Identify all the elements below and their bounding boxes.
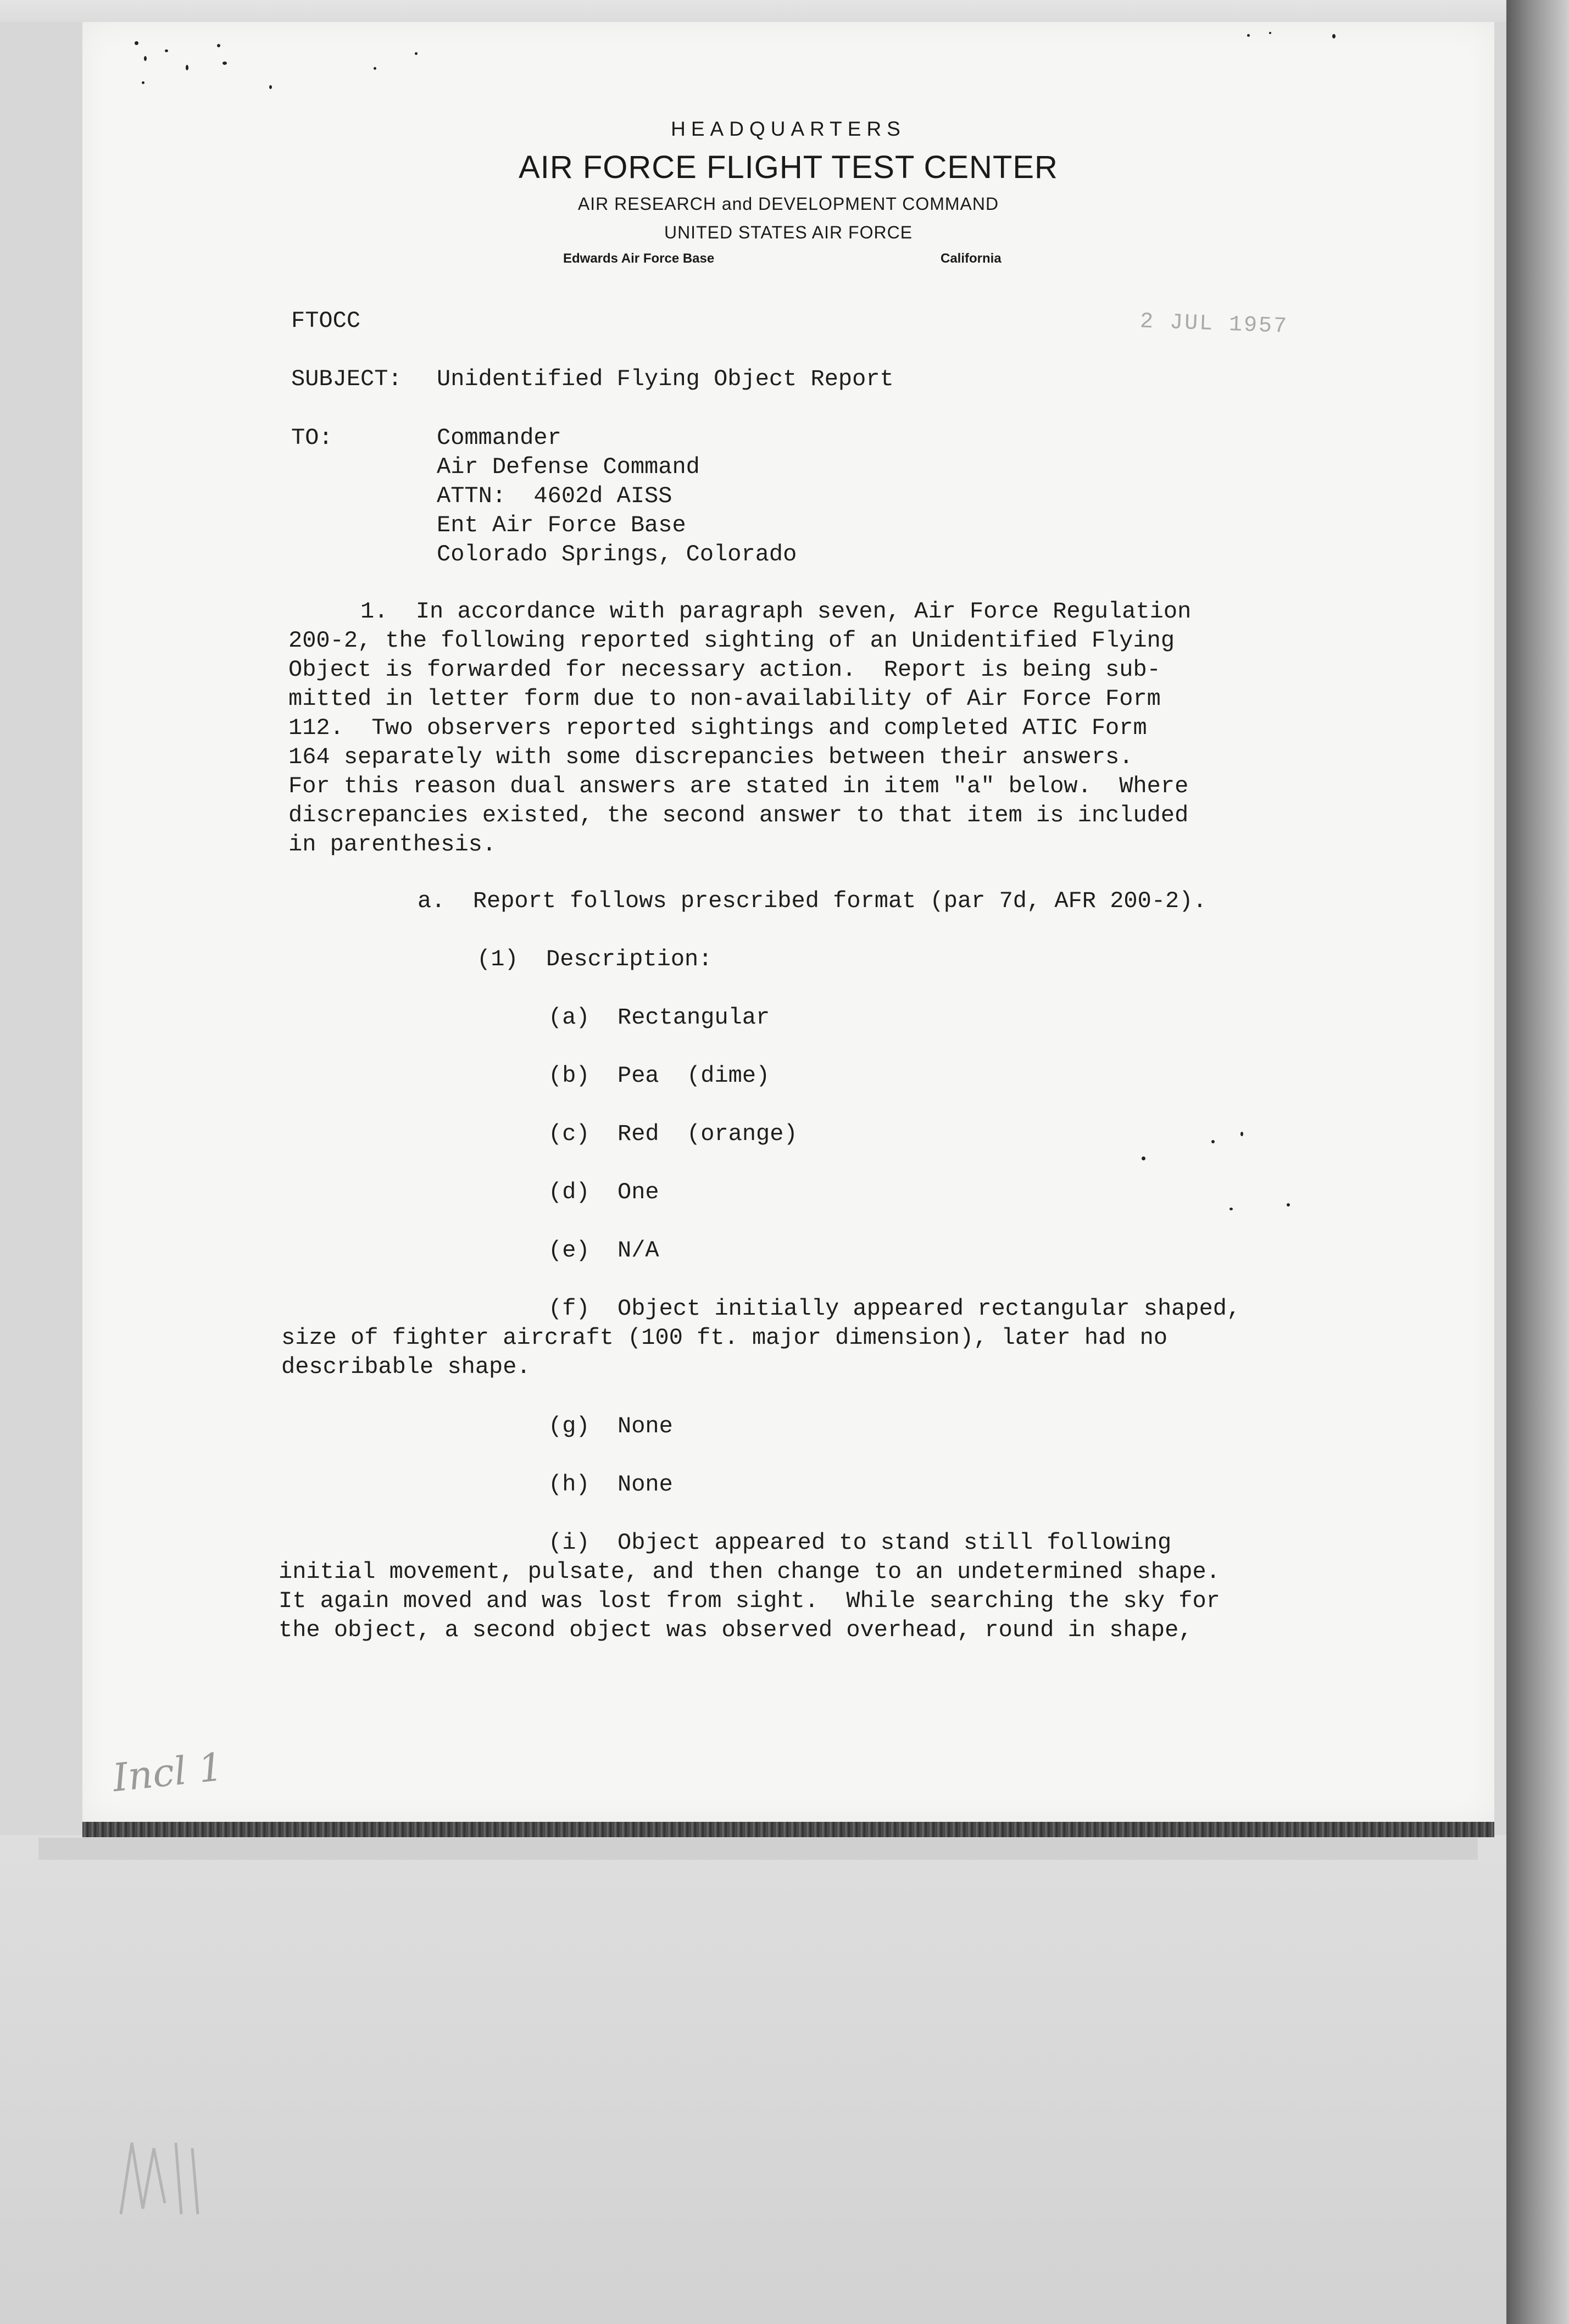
scan-speck bbox=[135, 41, 138, 45]
paragraph-line: mitted in letter form due to non-availability of Air Force Form bbox=[288, 686, 1161, 712]
item-1-description: (1) Description: bbox=[477, 946, 713, 972]
item-f-line: describable shape. bbox=[281, 1354, 531, 1380]
item-a: a. Report follows prescribed format (par 7d, AFR 200-2). bbox=[418, 888, 1207, 914]
item-i-line: initial movement, pulsate, and then change to an undetermined shape. bbox=[279, 1559, 1220, 1585]
scan-speck bbox=[415, 52, 418, 55]
item-g: (g) None bbox=[548, 1413, 673, 1439]
item-i-line: the object, a second object was observed overhead, round in shape, bbox=[279, 1617, 1193, 1643]
paragraph-line: in parenthesis. bbox=[288, 831, 497, 858]
office-symbol: FTOCC bbox=[291, 308, 361, 334]
scanner-shadow bbox=[38, 1838, 1478, 1860]
scanner-bed bbox=[0, 1835, 1506, 2324]
scan-speck bbox=[165, 49, 168, 52]
scan-speck bbox=[144, 56, 147, 61]
item-h: (h) None bbox=[548, 1471, 673, 1498]
letterhead-service: UNITED STATES AIR FORCE bbox=[664, 223, 913, 242]
paragraph-line: 112. Two observers reported sightings and completed ATIC Form bbox=[288, 715, 1147, 741]
item-f-line: size of fighter aircraft (100 ft. major dimension), later had no bbox=[281, 1325, 1168, 1351]
paragraph-line: 164 separately with some discrepancies between their answers. bbox=[288, 744, 1133, 770]
to-line: Colorado Springs, Colorado bbox=[437, 541, 797, 568]
subject-text: Unidentified Flying Object Report bbox=[437, 366, 894, 392]
letterhead-hq: HEADQUARTERS bbox=[671, 118, 906, 140]
scan-speck bbox=[1287, 1203, 1290, 1207]
list-item: (d) One bbox=[548, 1179, 659, 1205]
handwritten-margin-note: Incl 1 bbox=[110, 1744, 225, 1801]
list-item: (b) Pea (dime) bbox=[548, 1063, 770, 1089]
letterhead-center-name: AIR FORCE FLIGHT TEST CENTER bbox=[519, 149, 1058, 185]
letterhead-base: Edwards Air Force Base bbox=[563, 251, 715, 266]
letterhead-command: AIR RESEARCH and DEVELOPMENT COMMAND bbox=[577, 194, 999, 214]
to-label: TO: bbox=[291, 425, 333, 451]
paragraph-line: 1. In accordance with paragraph seven, Air Force Regulation bbox=[291, 598, 1192, 625]
list-item: (c) Red (orange) bbox=[548, 1121, 798, 1147]
page-bottom-edge bbox=[82, 1822, 1494, 1837]
subject-label: SUBJECT: bbox=[291, 366, 402, 392]
list-item: (e) N/A bbox=[548, 1237, 659, 1264]
scan-speck bbox=[1247, 34, 1250, 37]
to-line: Air Defense Command bbox=[437, 454, 700, 480]
scan-speck bbox=[1269, 32, 1271, 34]
to-line: Commander bbox=[437, 425, 561, 451]
letterhead-state: California bbox=[941, 251, 1002, 266]
scan-speck bbox=[1142, 1157, 1145, 1160]
paragraph-line: Object is forwarded for necessary action. Report is being sub- bbox=[288, 657, 1161, 683]
paragraph-line: 200-2, the following reported sighting of an Unidentified Flying bbox=[288, 627, 1175, 654]
scan-speck bbox=[217, 44, 220, 47]
scan-edge-top bbox=[0, 0, 1569, 22]
scan-speck bbox=[1332, 34, 1336, 38]
list-item: (a) Rectangular bbox=[548, 1004, 770, 1031]
to-line: Ent Air Force Base bbox=[437, 512, 686, 538]
scan-speck bbox=[222, 62, 227, 65]
scan-edge-right bbox=[1506, 0, 1569, 2324]
item-i-line: (i) Object appeared to stand still following bbox=[548, 1530, 1172, 1556]
scan-speck bbox=[1229, 1208, 1233, 1210]
to-line: ATTN: 4602d AISS bbox=[437, 483, 672, 509]
letterhead-location bbox=[385, 247, 1192, 269]
scan-speck bbox=[1211, 1140, 1215, 1143]
scan-speck bbox=[1240, 1132, 1243, 1136]
item-f-line: (f) Object initially appeared rectangular shaped, bbox=[548, 1296, 1241, 1322]
date-stamp: 2 JUL 1957 bbox=[1139, 309, 1289, 340]
letterhead bbox=[385, 113, 1192, 269]
paragraph-line: For this reason dual answers are stated in item "a" below. Where bbox=[288, 773, 1189, 799]
faint-handwriting-mark bbox=[115, 2132, 209, 2220]
scan-speck bbox=[142, 81, 144, 84]
scan-speck bbox=[186, 65, 188, 70]
scan-speck bbox=[269, 85, 272, 89]
paragraph-line: discrepancies existed, the second answer to that item is included bbox=[288, 802, 1189, 829]
scan-speck bbox=[374, 67, 376, 70]
item-i-line: It again moved and was lost from sight. While searching the sky for bbox=[279, 1588, 1220, 1614]
